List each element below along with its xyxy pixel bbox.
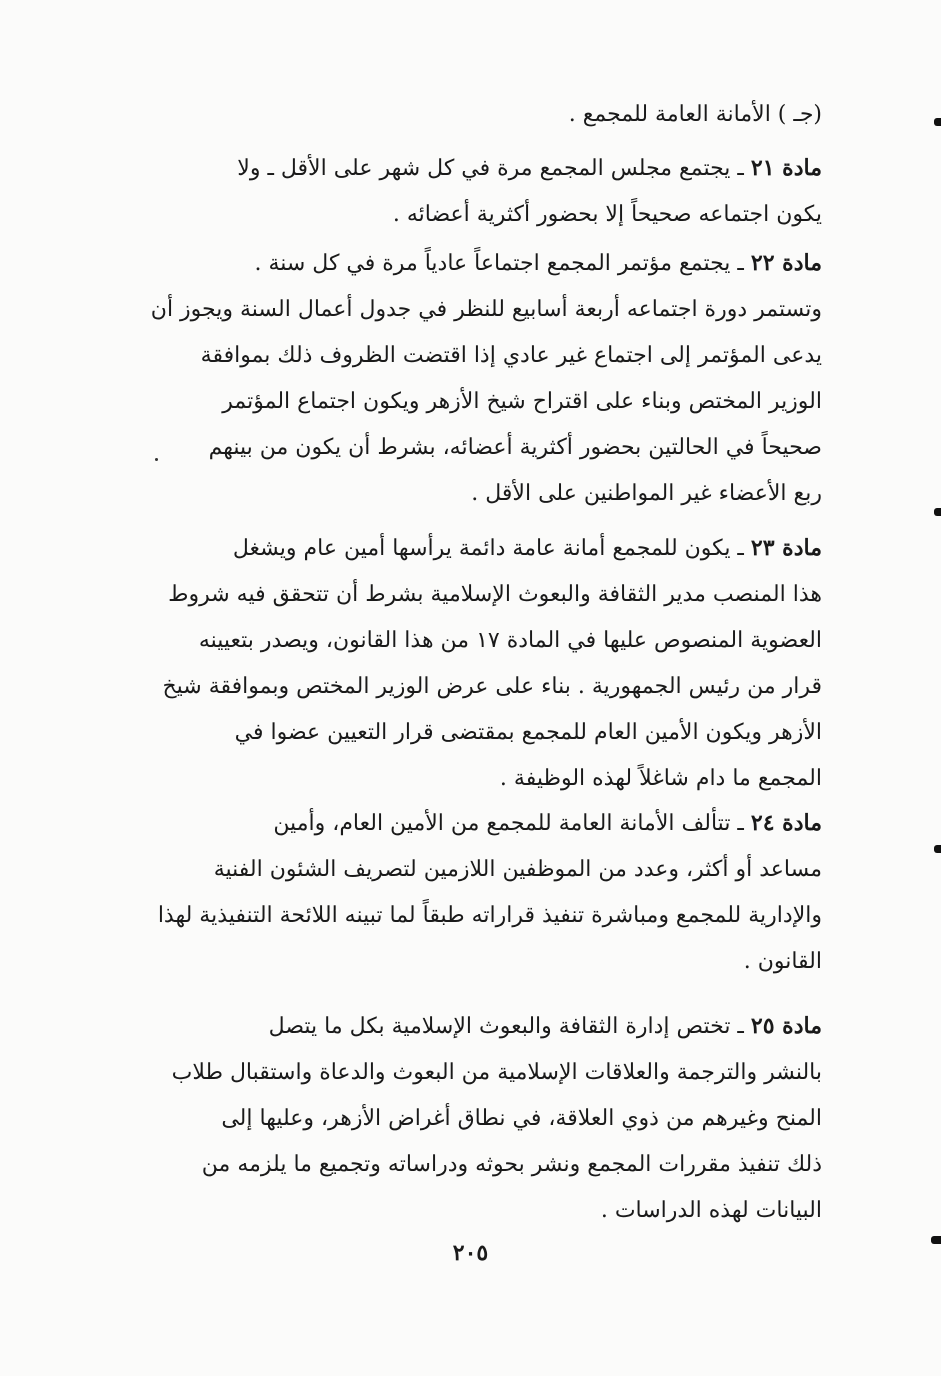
article-22-line-3: يدعى المؤتمر إلى اجتماع غير عادي إذا اقتضت الظروف ذلك بموافقة — [200, 343, 822, 368]
article-label: مادة ٢١ — [750, 155, 822, 181]
article-25-line-2: بالنشر والترجمة والعلاقات الإسلامية من البعوث والدعاة واستقبال طلاب — [171, 1060, 822, 1085]
article-label: مادة ٢٣ — [750, 535, 822, 561]
article-24-line-4: القانون . — [743, 949, 822, 974]
article-24 — [132, 800, 822, 985]
article-25 — [132, 1003, 822, 1234]
article-25-line-3: المنح وغيرهم من ذوي العلاقة، في نطاق أغراض الأزهر، وعليها إلى — [221, 1106, 822, 1131]
page-number: ٢٠٥ — [452, 1240, 489, 1266]
article-label: مادة ٢٤ — [750, 810, 822, 836]
article-21 — [132, 145, 822, 238]
article-23-line-6: المجمع ما دام شاغلاً لهذه الوظيفة . — [499, 766, 822, 791]
article-22 — [132, 240, 822, 517]
article-23-line-2: هذا المنصب مدير الثقافة والبعوث الإسلامية بشرط أن تتحقق فيه شروط — [168, 582, 822, 607]
scan-speck — [155, 458, 158, 461]
article-25-line-5: البيانات لهذه الدراسات . — [600, 1198, 822, 1223]
article-22-line-6: ربع الأعضاء غير المواطنين على الأقل . — [471, 481, 822, 506]
article-24-line-3: والإدارية للمجمع ومباشرة تنفيذ قراراته طبقاً لما تبينه اللائحة التنفيذية لهذا — [157, 903, 822, 928]
article-24-line-1: مادة ٢٤ ـ تتألف الأمانة العامة للمجمع من الأمين العام، وأمين — [273, 810, 822, 836]
article-23-line-3: العضوية المنصوص عليها في المادة ١٧ من هذا القانون، ويصدر بتعيينه — [198, 628, 822, 653]
article-23-line-5: الأزهر ويكون الأمين العام للمجمع بمقتضى قرار التعيين عضوا في — [234, 720, 822, 745]
article-23-line-1: مادة ٢٣ ـ يكون للمجمع أمانة عامة دائمة يرأسها أمين عام ويشغل — [232, 535, 822, 561]
scan-edge-mark — [934, 845, 941, 853]
article-22-line-2: وتستمر دورة اجتماعه أربعة أسابيع للنظر في جدول أعمال السنة ويجوز أن — [150, 297, 822, 322]
article-22-line-4: الوزير المختص وبناء على اقتراح شيخ الأزهر ويكون اجتماع المؤتمر — [222, 389, 822, 414]
article-label: مادة ٢٢ — [750, 250, 822, 276]
article-25-line-4: ذلك تنفيذ مقررات المجمع ونشر بحوثه ودراساته وتجميع ما يلزمه من — [201, 1152, 822, 1177]
article-22-line-1: مادة ٢٢ ـ يجتمع مؤتمر المجمع اجتماعاً عادياً مرة في كل سنة . — [254, 250, 822, 276]
article-21-line-1: مادة ٢١ ـ يجتمع مجلس المجمع مرة في كل شهر على الأقل ـ ولا — [237, 155, 822, 181]
article-21-line-2: يكون اجتماعه صحيحاً إلا بحضور أكثرية أعضائه . — [392, 202, 822, 227]
scan-edge-mark — [934, 118, 941, 126]
scan-edge-mark — [934, 508, 941, 516]
article-23-line-4: قرار من رئيس الجمهورية . بناء على عرض الوزير المختص وبموافقة شيخ — [162, 674, 822, 699]
section-heading — [132, 92, 822, 138]
article-25-line-1: مادة ٢٥ ـ تختص إدارة الثقافة والبعوث الإسلامية بكل ما يتصل — [268, 1013, 822, 1039]
article-22-line-5: صحيحاً في الحالتين بحضور أكثرية أعضائه، بشرط أن يكون من بينهم — [208, 435, 822, 460]
article-24-line-2: مساعد أو أكثر، وعدد من الموظفين اللازمين لتصريف الشئون الفنية — [213, 857, 822, 882]
section-heading-text: (جـ ) الأمانة العامة للمجمع . — [568, 102, 822, 127]
article-23 — [132, 525, 822, 802]
scan-edge-mark — [931, 1236, 941, 1244]
article-label: مادة ٢٥ — [750, 1013, 822, 1039]
